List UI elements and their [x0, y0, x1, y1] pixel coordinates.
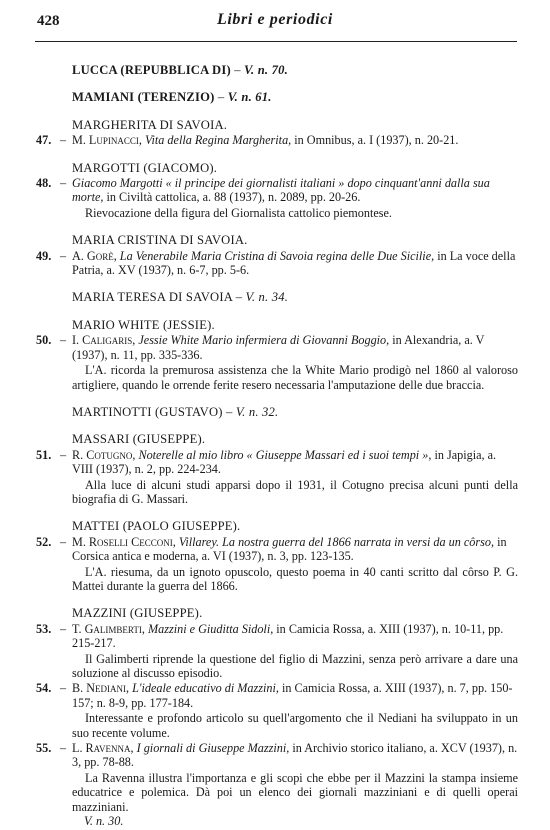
- bibliography-entry: [36, 333, 518, 362]
- entry-note-block: [36, 652, 518, 681]
- page-number: 428: [37, 13, 60, 29]
- entry-number: 47.: [36, 133, 52, 148]
- bibliography-entry: [36, 681, 518, 710]
- subject-heading: [36, 233, 518, 247]
- entry-note: L'A. ricorda la premurosa assistenza che la White Mario prodigò nel 1860 al valoroso artigliere, quando le orrende ferite resero necessaria l'amputazione delle due braccia.: [72, 363, 518, 392]
- subject-heading: LUCCA (REPUBBLICA DI) – V. n. 70.: [72, 63, 288, 77]
- citation: [72, 535, 518, 564]
- subject-name: MATTEI (PAOLO GIUSEPPE).: [72, 519, 241, 534]
- cross-reference: V. n. 70.: [244, 63, 288, 77]
- entry-note-block: [36, 565, 518, 594]
- entry-source: in Civiltà cattolica, a. 88 (1937), n. 2089, pp. 20-26.: [106, 190, 361, 205]
- bibliography-entry: [36, 741, 518, 770]
- bibliography-entry: [36, 133, 518, 147]
- entry-title: Giacomo Margotti « il principe dei giornalisti italiani » dopo cinquant'anni dalla sua morte,: [72, 176, 490, 205]
- entry-title: I giornali di Giuseppe Mazzini,: [136, 741, 290, 756]
- entry-source: in Japigia, a. VIII (1937), n. 2, pp. 224-234.: [72, 447, 497, 477]
- entry-note-block: [36, 711, 518, 740]
- entry-number: 55.: [36, 741, 52, 756]
- closing-reference: V. n. 30.: [84, 814, 124, 829]
- citation: [72, 448, 518, 477]
- entry-note: Il Galimberti riprende la questione del figlio di Mazzini, senza però arrivare a dare una soluzione al discusso episodio.: [72, 651, 518, 680]
- entry-author: M. Roselli Cecconi,: [72, 534, 176, 549]
- entry-dash: –: [60, 176, 67, 191]
- entry-dash: –: [60, 681, 67, 696]
- entry-dash: –: [60, 447, 67, 462]
- entry-number: 50.: [36, 333, 52, 348]
- citation: [72, 333, 518, 362]
- subject-heading: [36, 161, 518, 175]
- entry-number: 54.: [36, 681, 52, 696]
- bibliography-entry: [36, 622, 518, 651]
- entry-note: La Ravenna illustra l'importanza e gli scopi che ebbe per il Mazzini la stampa insieme educatrice e polemica. Dà poi un elenco dei giornali mazziniani e di quelli operai mazziniani.: [72, 770, 518, 814]
- subject-name: LUCCA (REPUBBLICA DI): [72, 63, 231, 77]
- entry-note: Rievocazione della figura del Giornalista cattolico piemontese.: [85, 205, 392, 220]
- entry-source: in La voce della Patria, a. XV (1937), n. 6-7, pp. 5-6.: [72, 248, 516, 278]
- citation: [72, 249, 518, 278]
- entry-title: Jessie White Mario infermiera di Giovanni Boggio,: [138, 333, 390, 348]
- entry-dash: –: [60, 248, 67, 263]
- subject-heading: [36, 318, 518, 332]
- citation: [72, 681, 518, 710]
- entry-title: Mazzini e Giuditta Sidoli,: [147, 621, 274, 636]
- entry-note-block: [36, 363, 518, 392]
- entry-note: Interessante e profondo articolo su quell'argomento che il Nediani ha sviluppato in un suo recente volume.: [72, 711, 518, 740]
- bibliography-entry: [36, 535, 518, 564]
- subject-name: MARIA CRISTINA DI SAVOIA.: [72, 233, 248, 248]
- subject-heading: MAMIANI (TERENZIO) – V. n. 61.: [72, 90, 272, 105]
- page-header: [0, 0, 550, 44]
- bibliography-entry: [36, 448, 518, 477]
- cross-reference: V. n. 61.: [227, 90, 272, 105]
- subject-heading: MARIA TERESA DI SAVOIA – V. n. 34.: [72, 290, 289, 305]
- entry-source: in Omnibus, a. I (1937), n. 20-21.: [294, 133, 459, 148]
- entry-title: L'ideale educativo di Mazzini,: [132, 681, 279, 696]
- entry-title: Villarey. La nostra guerra del 1866 narrata in versi da un côrso,: [178, 534, 495, 549]
- citation: [72, 622, 518, 651]
- bibliography-entry: [36, 249, 518, 278]
- entry-dash: –: [60, 333, 67, 348]
- subject-name: MARTINOTTI (GUSTAVO): [72, 404, 223, 419]
- subject-name: MAMIANI (TERENZIO): [72, 90, 215, 105]
- header-rule: [35, 41, 517, 42]
- subject-heading: [36, 118, 518, 132]
- entry-dash: –: [60, 534, 67, 549]
- subject-heading: MARTINOTTI (GUSTAVO) – V. n. 32.: [72, 404, 279, 419]
- entry-title: Vita della Regina Margherita,: [144, 133, 292, 148]
- entry-note: Alla luce di alcuni studi apparsi dopo il 1931, il Cotugno precisa alcuni punti della biografia di G. Massari.: [72, 477, 518, 506]
- subject-heading: [36, 606, 518, 620]
- entry-title: La Venerabile Maria Cristina di Savoia regina delle Due Sicilie,: [119, 248, 435, 263]
- entry-source: in Archivio storico italiano, a. XCV (1937), n. 3, pp. 78-88.: [72, 741, 518, 770]
- entry-title: Noterelle al mio libro « Giuseppe Massari ed i suoi tempi »,: [138, 447, 432, 462]
- citation: [72, 176, 518, 205]
- entry-dash: –: [60, 133, 67, 148]
- entry-author: B. Nediani,: [72, 681, 130, 696]
- citation: [72, 741, 518, 770]
- entry-author: A. Gorè,: [72, 248, 117, 263]
- entry-author: L. Ravenna,: [72, 741, 134, 756]
- entry-note-block: [36, 206, 518, 220]
- entry-number: 49.: [36, 248, 52, 263]
- cross-reference: V. n. 32.: [235, 404, 279, 419]
- entry-number: 48.: [36, 176, 52, 191]
- bibliography-entry: [36, 176, 518, 205]
- entry-source: in Corsica antica e moderna, a. VI (1937), n. 3, pp. 123-135.: [72, 534, 507, 564]
- entry-note-block: [36, 771, 518, 814]
- subject-name: MARIA TERESA DI SAVOIA: [72, 290, 233, 305]
- entry-author: I. Caligaris,: [72, 333, 136, 348]
- subject-heading: [36, 432, 518, 446]
- subject-heading: [36, 519, 518, 533]
- entry-note-block: [36, 478, 518, 507]
- entry-number: 53.: [36, 621, 52, 636]
- entry-number: 52.: [36, 534, 52, 549]
- entry-source: in Camicia Rossa, a. XIII (1937), n. 7, pp. 150-157; n. 8-9, pp. 177-184.: [72, 681, 513, 710]
- entry-author: R. Cotugno,: [72, 447, 136, 462]
- subject-name: MASSARI (GIUSEPPE).: [72, 432, 206, 447]
- entry-author: M. Lupinacci,: [72, 133, 142, 148]
- entry-dash: –: [60, 741, 67, 756]
- entry-number: 51.: [36, 447, 52, 462]
- entry-note: L'A. riesuma, da un ignoto opuscolo, questo poema in 40 canti scritto dal côrso P. G. Mattei durante la guerra del 1866.: [72, 564, 518, 593]
- subject-name: MARIO WHITE (JESSIE).: [72, 317, 215, 332]
- citation: [72, 133, 518, 147]
- entry-source: in Alexandria, a. V (1937), n. 11, pp. 335-336.: [72, 333, 485, 362]
- entry-author: T. Galimberti,: [72, 621, 145, 636]
- entry-source: in Camicia Rossa, a. XIII (1937), n. 10-11, pp. 215-217.: [72, 621, 504, 651]
- running-title: Libri e periodici: [217, 11, 333, 28]
- subject-name: MARGHERITA DI SAVOIA.: [72, 117, 228, 132]
- subject-name: MARGOTTI (GIACOMO).: [72, 160, 218, 175]
- entry-dash: –: [60, 621, 67, 636]
- cross-reference: V. n. 34.: [245, 290, 289, 305]
- subject-name: MAZZINI (GIUSEPPE).: [72, 606, 203, 621]
- bibliography-list: [36, 60, 518, 828]
